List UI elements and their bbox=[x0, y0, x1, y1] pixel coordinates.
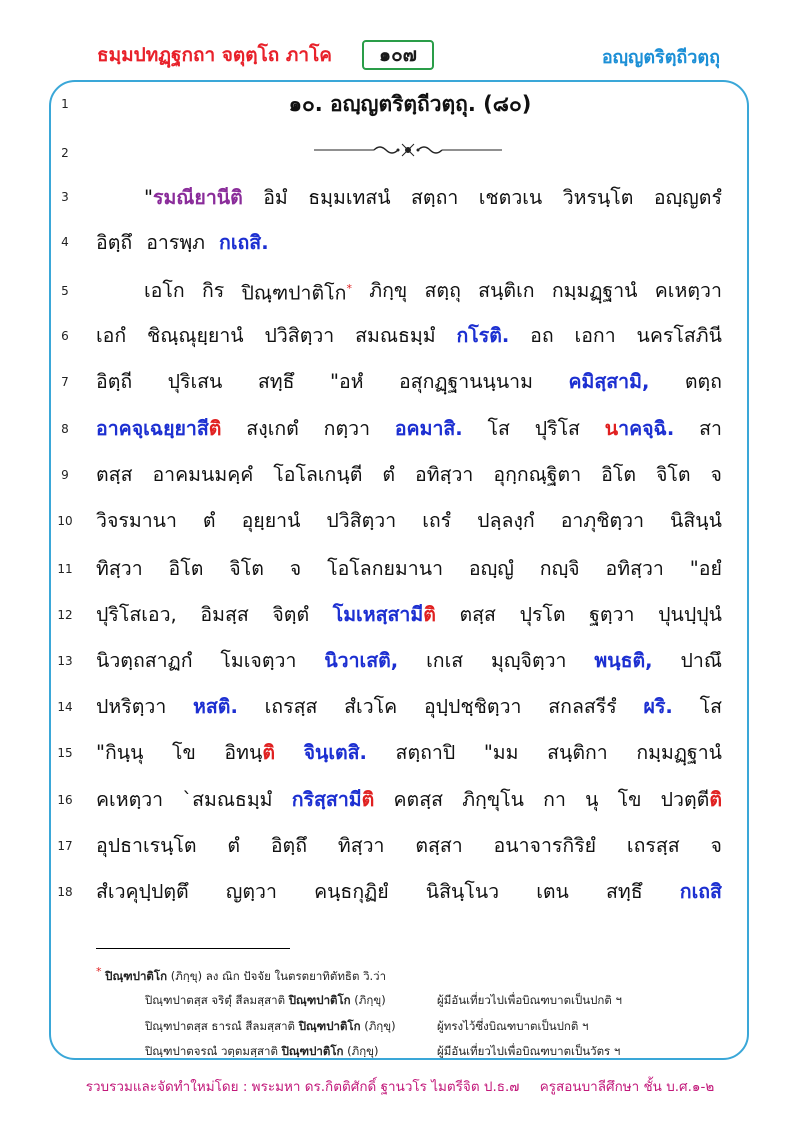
word: อุปธาเรนฺโต bbox=[96, 834, 197, 857]
word: จิตฺตํ bbox=[272, 603, 310, 626]
highlight-verb: ผริ. bbox=[643, 695, 673, 718]
footnote-row-gloss: ผู้ทรงไว้ซึ่งบิณฑบาตเป็นปกติ ฯ bbox=[437, 1019, 589, 1033]
word: อุปฺปชฺชิตฺวา bbox=[423, 695, 522, 718]
word: สนฺติกา bbox=[547, 741, 608, 764]
line-number: 18 bbox=[57, 885, 73, 899]
word: อิมํ bbox=[263, 186, 288, 209]
word: กิร bbox=[201, 279, 225, 302]
word: อิตฺถี bbox=[96, 370, 133, 393]
footnote-row-gloss: ผู้มีอันเที่ยวไปเพื่อบิณฑบาตเป็นวัตร ฯ bbox=[437, 1044, 621, 1058]
word: ภิกฺขุ bbox=[369, 279, 408, 302]
word: "รมณียานีติ bbox=[144, 186, 243, 209]
ornament-divider-icon bbox=[312, 142, 504, 158]
text-line-5 bbox=[144, 268, 722, 314]
word: อุยฺยานํ bbox=[241, 509, 301, 532]
footnote-row: ปิณฺฑปาตจรณํ วตฺตมสฺสาติ ปิณฺฑปาติโก (ภิกฺขุ) bbox=[145, 1044, 379, 1058]
word: "อหํ bbox=[329, 370, 364, 393]
word: เอกํ bbox=[96, 324, 127, 347]
word: เกเส bbox=[426, 649, 464, 672]
word: สตฺถา bbox=[411, 186, 459, 209]
chapter-title: ๑๐. อญฺญตริตฺถีวตฺถุ. (๘๐) bbox=[288, 92, 532, 116]
word: สงฺเกตํ bbox=[246, 417, 299, 440]
highlight-verb: นิวาเสติ, bbox=[324, 649, 399, 672]
line-number: 15 bbox=[57, 746, 73, 760]
word: โมเจตฺวา bbox=[220, 649, 297, 672]
word: กมฺมฏฺฐานํ bbox=[636, 741, 722, 764]
text-line-13 bbox=[96, 638, 722, 684]
header-book-title: ธมฺมปทฏฺฐกถา จตุตฺโถ ภาโค bbox=[97, 44, 333, 66]
word: เอโก bbox=[144, 279, 185, 302]
word: อิตฺถึ bbox=[96, 231, 133, 254]
word: สทฺธึ bbox=[606, 880, 643, 903]
line-number: 13 bbox=[57, 654, 73, 668]
highlight-verb: กโรติ. bbox=[456, 324, 510, 347]
line-number: 8 bbox=[61, 422, 69, 436]
word: ภิกฺขุโน bbox=[462, 788, 524, 811]
word: อาคมนมคฺคํ bbox=[152, 463, 254, 486]
word: เถรสฺส bbox=[264, 695, 318, 718]
word: อิโต bbox=[601, 463, 636, 486]
word: เถรสฺส bbox=[626, 834, 680, 857]
word: `สมณธมฺมํ bbox=[182, 788, 273, 811]
word: นุ bbox=[585, 788, 599, 811]
word: สตฺถาปิ bbox=[395, 741, 456, 764]
text-line-10 bbox=[96, 498, 722, 544]
word: เตน bbox=[536, 880, 569, 903]
word: โข bbox=[617, 788, 642, 811]
word: อทิสฺวา bbox=[605, 557, 664, 580]
word: สํเวคุปฺปตฺตึ bbox=[96, 880, 189, 903]
footnote-marker: * bbox=[346, 281, 352, 295]
word: ปิณฺฑปาติโก* bbox=[241, 281, 352, 305]
word: ฐตฺวา bbox=[589, 603, 635, 626]
word: ปุริโสเอว, bbox=[96, 603, 177, 626]
word: ปุริโส bbox=[534, 417, 580, 440]
highlight-verb: คมิสฺสามิ, bbox=[568, 370, 650, 393]
word: อทิสฺวา bbox=[415, 463, 474, 486]
word: นิสินฺโนว bbox=[425, 880, 500, 903]
word: จิโต bbox=[229, 557, 264, 580]
footer-compiler: รวบรวมและจัดทำใหม่โดย : พระมหา ดร.กิตติศักดิ์ ฐานวโร ไมตรีจิต ป.ธ.๗ bbox=[85, 1079, 520, 1095]
word: วิจรมานา bbox=[96, 509, 177, 532]
page-footer bbox=[0, 1075, 800, 1097]
word: โอโลกยมานา bbox=[327, 557, 444, 580]
word: ตํ bbox=[202, 509, 216, 532]
line-number: 9 bbox=[61, 468, 69, 482]
word: ทิสฺวา bbox=[337, 834, 385, 857]
page-number-box: ๑๐๗ bbox=[362, 40, 434, 70]
word: โข bbox=[172, 741, 196, 764]
word: อาคจฺเฉยฺยาสีติ bbox=[96, 417, 222, 440]
text-line-11 bbox=[96, 546, 722, 592]
word: สนฺติเก bbox=[478, 279, 535, 302]
line-number: 6 bbox=[61, 329, 69, 343]
text-line-17 bbox=[96, 823, 722, 869]
word: อนาจารกิริยํ bbox=[493, 834, 597, 857]
text-line-4 bbox=[96, 220, 722, 266]
word: โส bbox=[487, 417, 510, 440]
word: ปุรโต bbox=[519, 603, 566, 626]
text-line-3 bbox=[144, 175, 722, 221]
word: จ bbox=[710, 463, 722, 486]
word: ตสฺสา bbox=[415, 834, 463, 857]
word: ตสฺส bbox=[96, 463, 133, 486]
word: กา bbox=[543, 788, 566, 811]
line-number: 7 bbox=[61, 375, 69, 389]
word: โอโลเกนฺตี bbox=[273, 463, 363, 486]
word: สตฺถุ bbox=[424, 279, 461, 302]
word: สา bbox=[699, 417, 722, 440]
line-number: 11 bbox=[57, 562, 73, 576]
word: โมเหสฺสามีติ bbox=[332, 603, 436, 626]
word: เชตวเน bbox=[478, 186, 543, 209]
word: ปวตฺตีติ bbox=[660, 788, 722, 811]
word: ตตฺถ bbox=[684, 370, 722, 393]
word: กริสฺสามีติ bbox=[291, 788, 375, 811]
word: อิมสฺส bbox=[200, 603, 249, 626]
line-number: 4 bbox=[61, 235, 69, 249]
text-line-16 bbox=[96, 777, 722, 823]
word: อุกฺกณฺฐิตา bbox=[493, 463, 582, 486]
word: เถรํ bbox=[422, 509, 452, 532]
line-number: 2 bbox=[61, 146, 69, 160]
word: อถ bbox=[530, 324, 554, 347]
word: อญฺญตรํ bbox=[653, 186, 722, 209]
header-story-title: อญฺญตริตฺถีวตฺถุ bbox=[601, 47, 720, 68]
footer-class: ครูสอนบาลีศึกษา ชั้น บ.ศ.๑-๒ bbox=[539, 1079, 715, 1095]
highlight-verb: อคมาสิ. bbox=[394, 417, 463, 440]
word: ปาณึ bbox=[680, 649, 722, 672]
word: "กินฺนุ bbox=[96, 741, 144, 764]
footnote-row: ปิณฺฑปาตสฺส ธารณํ สีลมสฺสาติ ปิณฺฑปาติโก (ภิกฺขุ) bbox=[145, 1019, 396, 1033]
line-number: 17 bbox=[57, 839, 73, 853]
word: ปหริตฺวา bbox=[96, 695, 167, 718]
word: นาคจฺฉิ. bbox=[604, 417, 675, 440]
word: สทฺธึ bbox=[257, 370, 295, 393]
line-number: 5 bbox=[61, 284, 69, 298]
word: ญตฺวา bbox=[225, 880, 277, 903]
word: มุญฺจิตฺวา bbox=[491, 649, 567, 672]
word: "มม bbox=[483, 741, 519, 764]
word: เอกา bbox=[574, 324, 616, 347]
line-number: 16 bbox=[57, 793, 73, 807]
word: อสุกฏฺฐานนฺนาม bbox=[398, 370, 533, 393]
text-line-12 bbox=[96, 592, 722, 638]
word: อญฺญํ bbox=[468, 557, 514, 580]
word: อารพฺภ bbox=[146, 231, 206, 254]
line-number: 10 bbox=[57, 514, 73, 528]
word: อิตฺถึ bbox=[270, 834, 308, 857]
text-line-8 bbox=[96, 406, 722, 452]
text-line-18 bbox=[96, 869, 722, 915]
word: สํเวโค bbox=[344, 695, 398, 718]
text-line-15 bbox=[96, 730, 722, 776]
word: นิวตฺถสาฏกํ bbox=[96, 649, 193, 672]
word: อิโต bbox=[168, 557, 204, 580]
text-line-6 bbox=[96, 313, 722, 359]
word: ตํ bbox=[382, 463, 396, 486]
text-line-9 bbox=[96, 452, 722, 498]
word: สกลสรีรํ bbox=[548, 695, 617, 718]
line-number: 12 bbox=[57, 608, 73, 622]
highlight-verb: พนฺธติ, bbox=[594, 649, 653, 672]
text-line-7 bbox=[96, 359, 722, 405]
highlight-verb: กเถสิ bbox=[679, 880, 722, 903]
highlight-verb: หสติ. bbox=[193, 695, 238, 718]
word: โส bbox=[699, 695, 722, 718]
word: อิทนฺติ bbox=[224, 741, 275, 764]
word: ปุริเสน bbox=[167, 370, 223, 393]
word: คเหตฺวา bbox=[654, 279, 722, 302]
word: กญฺจิ bbox=[539, 557, 580, 580]
word: คนฺธกุฏิยํ bbox=[314, 880, 389, 903]
footnote-head: * ปิณฺฑปาติโก (ภิกฺขุ) ลง ณิก ปัจจัย ในตรตยาทิตัทธิต วิ.ว่า bbox=[96, 965, 387, 983]
word: คตสฺส bbox=[393, 788, 443, 811]
footnote-row-gloss: ผู้มีอันเที่ยวไปเพื่อบิณฑบาตเป็นปกติ ฯ bbox=[437, 993, 622, 1007]
word: อาภุชิตฺวา bbox=[560, 509, 645, 532]
footnote-rule bbox=[96, 948, 290, 949]
word: ปวิสิตฺวา bbox=[326, 509, 397, 532]
word: สมณธมฺมํ bbox=[355, 324, 436, 347]
word: "อยํ bbox=[689, 557, 722, 580]
word: วิหรนฺโต bbox=[562, 186, 634, 209]
word: กมฺมฏฺฐานํ bbox=[551, 279, 638, 302]
word: คเหตฺวา bbox=[96, 788, 164, 811]
word: ธมฺมเทสนํ bbox=[308, 186, 391, 209]
word: กตฺวา bbox=[323, 417, 371, 440]
word: ปลฺลงฺกํ bbox=[477, 509, 535, 532]
word: จ bbox=[710, 834, 722, 857]
word: ปุนปฺปุนํ bbox=[658, 603, 722, 626]
word: ตํ bbox=[227, 834, 241, 857]
word: นครโสภินี bbox=[636, 324, 722, 347]
word: จิโต bbox=[655, 463, 691, 486]
footnote-row: ปิณฺฑปาตสฺส จริตุํ สีลมสฺสาติ ปิณฺฑปาติโก (ภิกฺขุ) bbox=[145, 993, 386, 1007]
word: จ bbox=[289, 557, 302, 580]
word: ทิสฺวา bbox=[96, 557, 143, 580]
line-number: 14 bbox=[57, 700, 73, 714]
text-line-14 bbox=[96, 684, 722, 730]
word: ชิณฺณุยฺยานํ bbox=[147, 324, 244, 347]
line-number: 1 bbox=[61, 97, 69, 111]
line-number: 3 bbox=[61, 190, 69, 204]
word: นิสินฺนํ bbox=[670, 509, 722, 532]
highlight-verb: กเถสิ. bbox=[219, 231, 269, 254]
highlight-verb: จินฺเตสิ. bbox=[303, 741, 367, 764]
word: ตสฺส bbox=[459, 603, 496, 626]
word: ปวิสิตฺวา bbox=[264, 324, 335, 347]
